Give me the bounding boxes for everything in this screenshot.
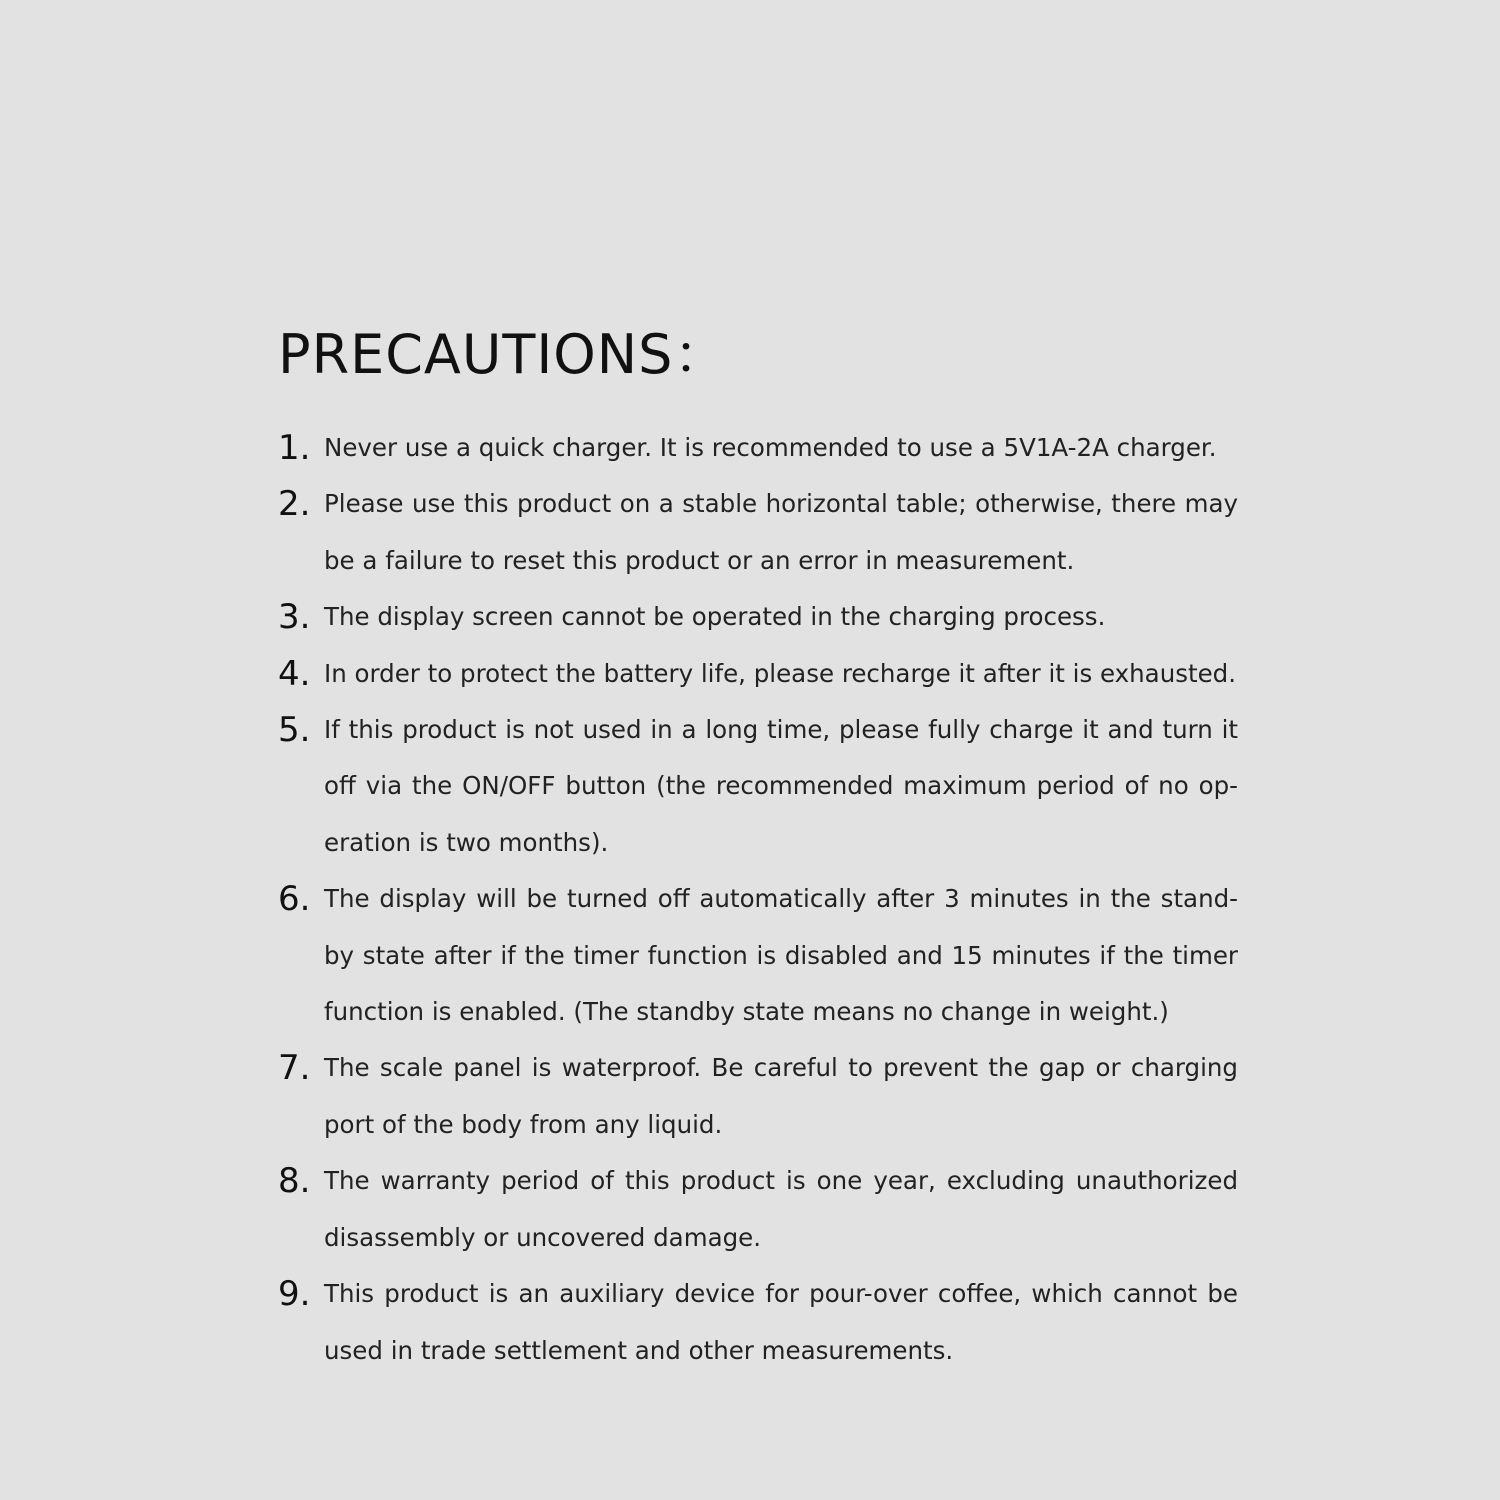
item-text: Please use this product on a stable horizontal table; otherwise, there may be a failure to reset this product or an error in measurement.: [324, 489, 1238, 575]
item-text: The display will be turned off automatically after 3 minutes in the stand-by state after if the timer function is disabled and 15 minutes if the timer function is enabled. (The standby state means no change in weight.): [324, 884, 1238, 1027]
list-item: [278, 646, 1238, 702]
list-item: [278, 589, 1238, 645]
precautions-sheet: [278, 322, 1238, 1365]
item-number: 4.: [278, 653, 311, 694]
item-number: 3.: [278, 597, 311, 638]
item-number: 2.: [278, 484, 311, 525]
item-text: The scale panel is waterproof. Be careful to prevent the gap or charging port of the body from any liquid.: [324, 1053, 1238, 1139]
list-item: [278, 420, 1238, 476]
item-number: 5.: [278, 710, 311, 751]
list-item: [278, 871, 1238, 1040]
item-text: In order to protect the battery life, please recharge it after it is exhausted.: [324, 658, 1237, 688]
item-text: This product is an auxiliary device for pour-over coffee, which cannot be used in trade settlement and other measurements.: [324, 1279, 1238, 1365]
page-title: PRECAUTIONS：: [278, 323, 729, 386]
item-text: Never use a quick charger. It is recommended to use a 5V1A-2A charger.: [324, 433, 1217, 462]
list-item: [278, 1266, 1238, 1379]
list-item: [278, 702, 1238, 871]
list-item: [278, 1153, 1238, 1266]
list-item: [278, 476, 1238, 589]
list-item: [278, 1040, 1238, 1153]
item-text: The display screen cannot be operated in the charging process.: [324, 602, 1106, 632]
precautions-list: [278, 420, 1238, 1379]
item-text: The warranty period of this product is one year, excluding unauthorized disassembly or uncovered damage.: [324, 1166, 1238, 1252]
item-number: 7.: [278, 1048, 311, 1089]
item-number: 9.: [278, 1274, 311, 1315]
item-number: 8.: [278, 1161, 311, 1202]
item-number: 6.: [278, 879, 311, 920]
item-text: If this product is not used in a long time, please fully charge it and turn it off via the ON/OFF button (the recommended maximum period of no op-eration is two months).: [324, 715, 1238, 857]
item-number: 1.: [278, 428, 311, 468]
